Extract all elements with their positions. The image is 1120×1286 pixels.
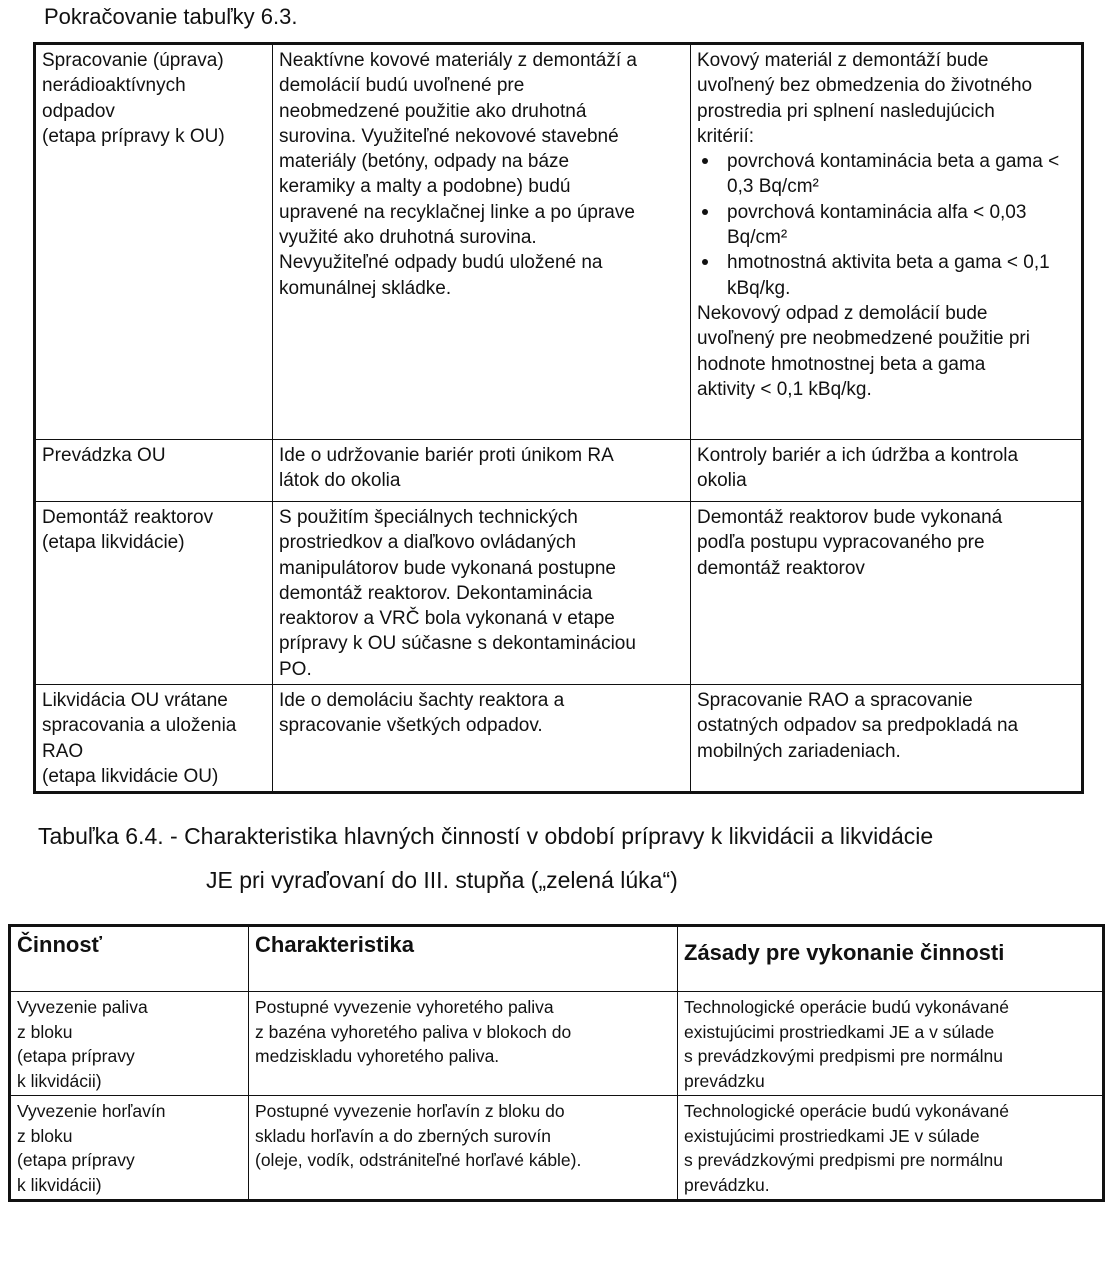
- text-line: Neaktívne kovové materiály z demontáží a: [279, 50, 638, 71]
- text-line: uvoľnený bez obmedzenia do životného: [697, 75, 1033, 97]
- text-line: (etapa likvidácie OU): [42, 765, 219, 787]
- principles-cell: [691, 44, 1083, 440]
- text-line: manipulátorov bude vykonaná postupne: [279, 557, 616, 579]
- principles-cell: [691, 685, 1083, 793]
- text-line: Prevádzka OU: [42, 445, 166, 466]
- principles-intro: [697, 48, 1075, 149]
- text-line: mobilných zariadeniach.: [697, 740, 901, 762]
- continuation-title: Pokračovanie tabuľky 6.3.: [44, 4, 298, 29]
- criteria-item: hmotnostná aktivita beta a gama < 0,1 kBq/kg.: [727, 250, 1075, 301]
- text-line: ostatných odpadov sa predpokladá na: [697, 715, 1019, 737]
- text-line: materiály (betóny, odpady na báze: [279, 151, 570, 173]
- text-line: k likvidácii): [17, 1070, 102, 1091]
- text-line: surovina. Využiteľné nekovové stavebné: [279, 125, 619, 147]
- text-line: využité ako druhotná surovina.: [279, 227, 537, 249]
- text-line: spracovania a uloženia: [42, 715, 237, 737]
- table-row: [35, 440, 1083, 502]
- text-line: (etapa prípravy: [17, 1150, 135, 1170]
- text-line: Vyvezenie paliva: [17, 997, 148, 1017]
- text-line: spracovanie všetkých odpadov.: [279, 715, 543, 737]
- text-line: uvoľnený pre neobmedzené použitie pri: [697, 328, 1030, 350]
- text-line: hodnote hmotnostnej beta a gama: [697, 353, 986, 375]
- characteristic-cell: [249, 992, 678, 1096]
- caption-line-1: Tabuľka 6.4. - Charakteristika hlavných činností v období prípravy k likvidácii a likvidácie: [38, 823, 934, 849]
- text-line: odpadov: [42, 100, 115, 122]
- text-line: aktivity < 0,1 kBq/kg.: [697, 378, 872, 400]
- text-line: nerádioaktívnych: [42, 75, 186, 97]
- principles-cell: [691, 502, 1083, 685]
- header-activity: Činnosť: [10, 926, 249, 992]
- text-line: z bazéna vyhoretého paliva v blokoch do: [255, 1021, 572, 1042]
- text-line: RAO: [42, 740, 84, 762]
- activity-cell: [35, 440, 273, 502]
- activity-cell: [35, 502, 273, 685]
- text-line: existujúcimi prostriedkami JE a v súlade: [684, 1021, 995, 1042]
- text-line: z bloku: [17, 1125, 73, 1146]
- text-line: demolácií budú uvoľnené pre: [279, 75, 525, 97]
- characteristic-cell: [273, 685, 691, 793]
- characteristic-cell: [249, 1096, 678, 1201]
- text-line: Postupné vyvezenie horľavín z bloku do: [255, 1101, 565, 1121]
- text-line: Demontáž reaktorov: [42, 507, 214, 528]
- table-6-4: [8, 924, 1105, 1202]
- characteristic-cell: [273, 502, 691, 685]
- activity-cell: [35, 685, 273, 793]
- text-line: (etapa prípravy: [17, 1046, 135, 1066]
- text-line: Kontroly bariér a ich údržba a kontrola: [697, 445, 1019, 466]
- text-line: prevádzku: [684, 1070, 765, 1091]
- text-line: Likvidácia OU vrátane: [42, 690, 228, 712]
- text-line: Vyvezenie horľavín: [17, 1101, 166, 1121]
- principles-cell: [678, 1096, 1104, 1201]
- text-line: keramiky a malty a podobne) budú: [279, 176, 571, 198]
- text-line: medziskladu vyhoretého paliva.: [255, 1046, 500, 1066]
- header-characteristic: Charakteristika: [249, 926, 678, 992]
- text-line: neobmedzené použitie ako druhotná: [279, 100, 587, 122]
- caption-line-2: JE pri vyraďovaní do III. stupňa („zelená lúka“): [206, 867, 678, 893]
- text-line: komunálnej skládke.: [279, 277, 452, 299]
- text-line: s prevádzkovými predpismi pre normálnu: [684, 1046, 1004, 1066]
- characteristic-cell: [273, 440, 691, 502]
- text-line: Ide o udržovanie bariér proti únikom RA: [279, 445, 614, 466]
- text-line: Spracovanie RAO a spracovanie: [697, 690, 973, 712]
- text-line: Demontáž reaktorov bude vykonaná: [697, 507, 1003, 528]
- text-line: reaktorov a VRČ bola vykonaná v etape: [279, 608, 615, 630]
- table-row: [35, 502, 1083, 685]
- characteristic-cell: [273, 44, 691, 440]
- text-line: (etapa prípravy k OU): [42, 125, 225, 147]
- text-line: Kovový materiál z demontáží bude: [697, 50, 989, 71]
- text-line: S použitím špeciálnych technických: [279, 507, 578, 528]
- text-line: podľa postupu vypracovaného pre: [697, 532, 985, 554]
- text-line: s prevádzkovými predpismi pre normálnu: [684, 1150, 1004, 1170]
- activity-cell: [10, 992, 249, 1096]
- text-line: Ide o demoláciu šachty reaktora a: [279, 690, 565, 712]
- text-line: Nekovový odpad z demolácií bude: [697, 302, 988, 324]
- table-row: [35, 44, 1083, 440]
- table-row: [10, 1096, 1104, 1201]
- text-line: upravené na recyklačnej linke a po úprave: [279, 201, 635, 223]
- activity-cell: [35, 44, 273, 440]
- text-line: skladu horľavín a do zberných surovín: [255, 1125, 551, 1146]
- text-line: demontáž reaktorov. Dekontaminácia: [279, 582, 593, 604]
- text-line: existujúcimi prostriedkami JE v súlade: [684, 1125, 980, 1146]
- table-header-row: [10, 926, 1104, 992]
- text-line: (oleje, vodík, odstrániteľné horľavé káble).: [255, 1150, 582, 1170]
- principles-cell: [678, 992, 1104, 1096]
- activity-cell: [10, 1096, 249, 1201]
- text-line: Spracovanie (úprava): [42, 50, 224, 71]
- text-line: Technologické operácie budú vykonávané: [684, 997, 1009, 1017]
- text-line: látok do okolia: [279, 470, 401, 492]
- text-line: okolia: [697, 470, 747, 492]
- text-line: PO.: [279, 658, 312, 680]
- criteria-item: povrchová kontaminácia beta a gama < 0,3 Bq/cm²: [727, 149, 1075, 200]
- table-row: [10, 992, 1104, 1096]
- criteria-list: [697, 149, 1075, 301]
- text-line: demontáž reaktorov: [697, 557, 865, 579]
- text-line: prevádzku.: [684, 1174, 770, 1195]
- principles-cell: [691, 440, 1083, 502]
- table-row: [35, 685, 1083, 793]
- text-line: (etapa likvidácie): [42, 532, 185, 554]
- text-line: k likvidácii): [17, 1174, 102, 1195]
- text-line: kritérií:: [697, 125, 754, 147]
- table-6-4-caption: [38, 814, 1098, 902]
- header-principles: Zásady pre vykonanie činnosti: [678, 926, 1104, 992]
- text-line: z bloku: [17, 1021, 73, 1042]
- text-line: prípravy k OU súčasne s dekontamináciou: [279, 633, 636, 655]
- text-line: prostredia pri splnení nasledujúcich: [697, 100, 995, 122]
- text-line: Nevyužiteľné odpady budú uložené na: [279, 252, 603, 274]
- table-6-3-continuation: [33, 42, 1084, 794]
- text-line: Technologické operácie budú vykonávané: [684, 1101, 1009, 1121]
- text-line: prostriedkov a diaľkovo ovládaných: [279, 532, 577, 554]
- criteria-item: povrchová kontaminácia alfa < 0,03 Bq/cm²: [727, 200, 1075, 251]
- principles-outro: [697, 301, 1075, 402]
- text-line: Postupné vyvezenie vyhoretého paliva: [255, 997, 554, 1017]
